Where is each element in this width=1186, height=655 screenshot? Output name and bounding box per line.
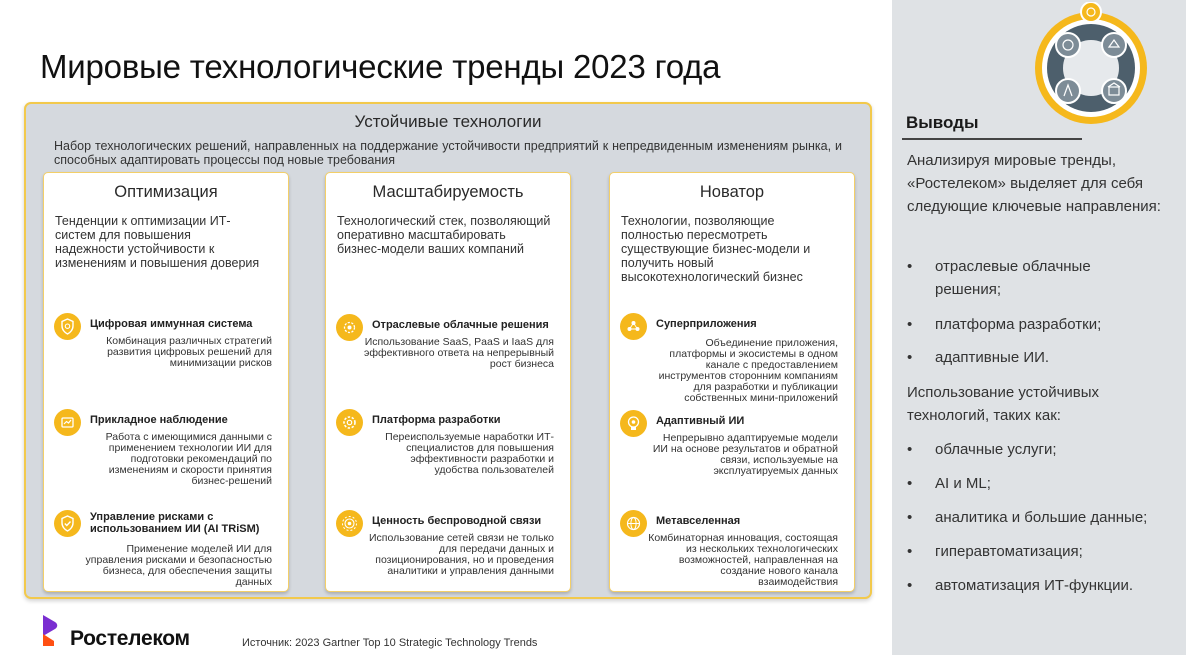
- card-description: Технологии, позволяющие полностью пересмотреть существующие бизнес-модели и получить новый высокотехнологический бизнес: [621, 214, 811, 284]
- conclusions-sidebar: Выводы Анализируя мировые тренды, «Ростелеком» выделяет для себя следующие ключевые направления: • отраслевые облачные решения; • платформа разработки; • адаптивные ИИ. Использование устойчивых технологий, таких как: • облачные услуги; • AI и ML; • аналитика и большие данные; • гиперавтоматизация; • автоматизация ИТ-функции.: [892, 0, 1186, 655]
- trend-text: Использование сетей связи не только для передачи данных и позиционирования, но и проведения аналитики и управления данными: [369, 532, 554, 577]
- trend-text: Непрерывно адаптируемые модели ИИ на основе результатов и обратной связи, используемые на эксплуатируемых данных: [652, 432, 838, 477]
- page-title: Мировые технологические тренды 2023 года: [40, 48, 721, 85]
- trend-heading: Цифровая иммунная система: [90, 318, 253, 330]
- source-note: Источник: 2023 Gartner Top 10 Strategic Technology Trends: [242, 637, 538, 649]
- apps-icon: [620, 313, 647, 340]
- trend-text: Работа с имеющимися данными с применением технологии ИИ для подготовки рекомендаций по изменениям и скорости принятия бизнес-решений: [105, 431, 272, 487]
- trend-text: Применение моделей ИИ для управления рисками и безопасностью бизнеса, для обеспечения защиты данных: [85, 543, 272, 588]
- trend-text: Переиспользуемые наработки ИТ-специалистов для повышения эффективности разработки и удобства пользователей: [385, 431, 554, 476]
- technology-cycle-emblem: [1029, 2, 1153, 126]
- brand-name: Ростелеком: [70, 627, 190, 650]
- observation-icon: [54, 409, 81, 436]
- wireless-icon: [336, 510, 363, 537]
- rostelecom-logo: [40, 611, 220, 651]
- shield-check-icon: [54, 510, 81, 537]
- shield-virus-icon: [54, 313, 81, 340]
- panel-title: Устойчивые технологии: [354, 112, 542, 131]
- trend-heading: Ценность беспроводной связи: [372, 515, 542, 527]
- trend-text: Объединение приложения, платформы и экосистемы в одном канале с предоставлением инструментов сторонним компаниям для разработки и публикации собственных мини-приложений: [658, 337, 838, 404]
- trend-heading: Платформа разработки: [372, 414, 501, 426]
- trend-text: Комбинация различных стратегий развития цифровых решений для минимизации рисков: [106, 335, 272, 369]
- title-divider: [902, 138, 1082, 140]
- panel-description: Набор технологических решений, направленных на поддержание устойчивости предприятий к непредвиденным изменениям рынка, и способных адаптировать процессы под новые требования: [54, 139, 842, 167]
- card-optimization: [43, 172, 289, 592]
- card-scalability: [325, 172, 571, 592]
- cloud-gear-icon: [336, 314, 363, 341]
- trend-heading: Отраслевые облачные решения: [372, 319, 549, 331]
- globe-icon: [620, 510, 647, 537]
- card-description: Технологический стек, позволяющий оперативно масштабировать бизнес-модели ваших компаний: [337, 214, 551, 256]
- rostelecom-logo-mark: [40, 613, 64, 649]
- card-title: Новатор: [699, 183, 765, 201]
- card-title: Масштабируемость: [372, 183, 524, 201]
- trend-heading: Прикладное наблюдение: [90, 414, 228, 426]
- sidebar-usage-intro: Использование устойчивых технологий, таких как:: [907, 384, 1100, 424]
- sidebar-title: Выводы: [906, 113, 979, 132]
- card-innovator: [609, 172, 855, 592]
- trend-text: Использование SaaS, PaaS и IaaS для эффективного ответа на непрерывный рост бизнеса: [364, 336, 554, 370]
- ai-brain-icon: [620, 410, 647, 437]
- card-description: Тенденции к оптимизации ИТ-систем для повышения надежности устойчивости к изменениям и повышения доверия: [55, 214, 260, 270]
- sidebar-intro: Анализируя мировые тренды, «Ростелеком» выделяет для себя следующие ключевые направления:: [907, 152, 1161, 215]
- sustainable-tech-panel: [24, 102, 872, 599]
- card-title: Оптимизация: [114, 183, 218, 201]
- trend-text: Комбинаторная инновация, состоящая из нескольких технологических возможностей, направленная на создание нового канала взаимодействия: [648, 532, 838, 588]
- trend-heading: Метавселенная: [656, 515, 741, 527]
- trend-heading: Управление рисками с использованием ИИ (AI TRiSM): [90, 511, 260, 535]
- gear-icon: [336, 409, 363, 436]
- trend-heading: Адаптивный ИИ: [656, 415, 745, 427]
- trend-heading: Суперприложения: [656, 318, 757, 330]
